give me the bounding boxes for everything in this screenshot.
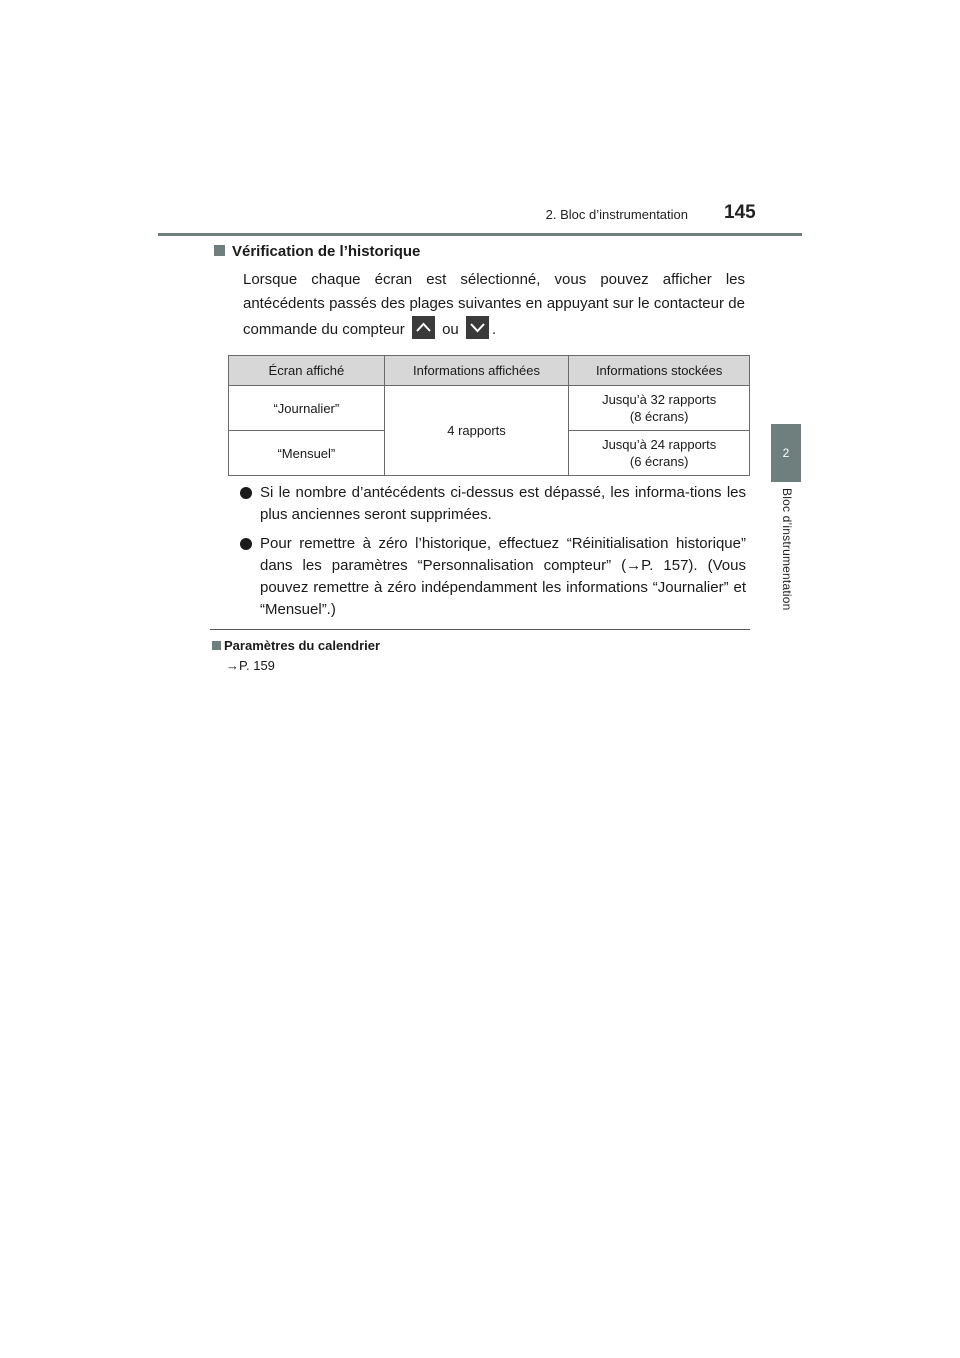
page-number: 145 — [724, 202, 756, 223]
chapter-tab-number: 2 — [782, 446, 790, 460]
note-heading — [212, 638, 380, 653]
square-bullet-icon — [214, 245, 225, 256]
section-heading-text: Vérification de l’historique — [232, 243, 421, 260]
intro-text: Lorsque chaque écran est sélectionné, vous pouvez afficher les antécédents passés des plages suivantes en appuyant sur le contacteur de commande du compteur — [243, 271, 745, 338]
bullet-text: Pour remettre à zéro l’historique, effectuez “Réinitialisation historique” dans les paramètres “Personnalisation compteur” (→P. 157). (Vous pouvez remettre à zéro indépendamment les informations “Journalier” et “Mensuel”.) — [260, 535, 746, 618]
history-table — [228, 355, 750, 476]
section-intro — [243, 268, 745, 342]
table-row — [229, 386, 750, 431]
intro-connector: ou — [442, 321, 459, 338]
cell-screen: “Mensuel” — [229, 431, 385, 476]
note-divider — [210, 629, 750, 630]
header-screen: Écran affiché — [229, 356, 385, 386]
header-stored: Informations stockées — [569, 356, 750, 386]
bullet-dot-icon — [240, 538, 252, 550]
bullet-list — [240, 482, 746, 628]
bullet-text: Si le nombre d’antécédents ci-dessus est dépassé, les informa-tions les plus anciennes seront supprimées. — [260, 484, 746, 523]
stored-line-1: Jusqu’à 24 rapports — [602, 437, 717, 452]
header-displayed: Informations affichées — [384, 356, 569, 386]
intro-end-punct: . — [491, 321, 497, 338]
note-heading-text: Paramètres du calendrier — [224, 638, 381, 653]
list-item — [240, 482, 746, 526]
chapter-tab — [771, 424, 801, 482]
table-header-row — [229, 356, 750, 386]
cell-screen: “Journalier” — [229, 386, 385, 431]
chapter-tab-label: Bloc d’instrumentation — [780, 488, 794, 611]
section-heading — [214, 243, 420, 260]
header-section-title: 2. Bloc d’instrumentation — [545, 207, 688, 222]
stored-line-1: Jusqu’à 32 rapports — [602, 392, 717, 407]
chevron-down-icon — [466, 316, 489, 339]
bullet-dot-icon — [240, 487, 252, 499]
list-item — [240, 533, 746, 621]
stored-line-2: (8 écrans) — [629, 409, 689, 424]
square-bullet-icon — [212, 641, 221, 650]
stored-line-2: (6 écrans) — [629, 454, 689, 469]
cell-stored — [569, 386, 750, 431]
note-reference: →P. 159 — [226, 658, 275, 673]
chevron-up-icon — [412, 316, 435, 339]
cell-displayed: 4 rapports — [384, 386, 569, 476]
header-divider — [158, 233, 802, 236]
cell-stored — [569, 431, 750, 476]
